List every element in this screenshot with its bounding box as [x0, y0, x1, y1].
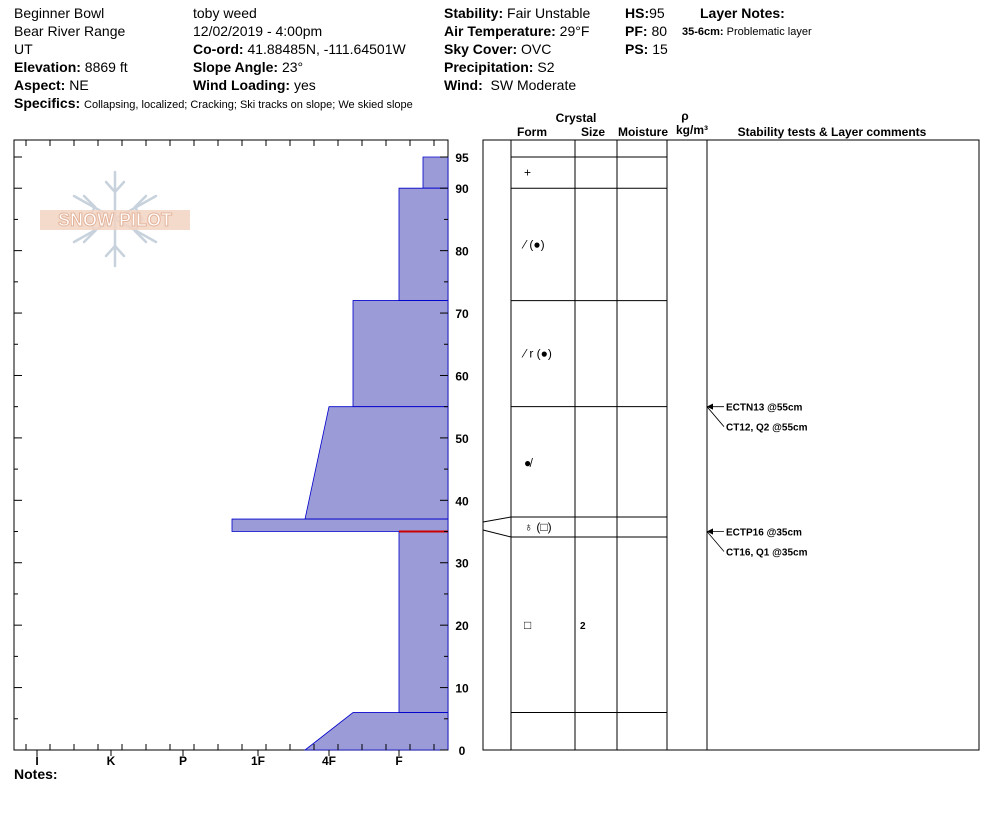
- stability-test-label: ECTN13 @55cm: [726, 402, 803, 414]
- stability-test-label: CT12, Q2 @55cm: [726, 422, 808, 434]
- boundary-connector: [483, 517, 511, 522]
- hardness-profile: [232, 157, 448, 750]
- y-tick-label: 20: [455, 619, 469, 634]
- header-density-unit: kg/m³: [675, 123, 709, 137]
- wind-value: SW Moderate: [490, 77, 577, 93]
- slope-value: 23°: [281, 59, 304, 75]
- specifics-label: Specifics:: [14, 95, 81, 111]
- snowpilot-logo: [40, 172, 190, 266]
- precip-label: Precipitation:: [444, 59, 534, 75]
- layer-note-range: 35-6cm:: [682, 26, 724, 38]
- header-crystal: Crystal: [555, 111, 597, 125]
- air-temp-label: Air Temperature:: [444, 23, 556, 39]
- coord-label: Co-ord:: [193, 41, 244, 57]
- x-tick-label: I: [35, 754, 39, 768]
- sky-value: OVC: [521, 41, 552, 57]
- header-size: Size: [580, 125, 606, 139]
- crystal-form: +: [524, 165, 532, 180]
- header-moisture: Moisture: [617, 125, 669, 139]
- x-tick-label: P: [178, 754, 188, 768]
- y-tick-label: 0: [458, 744, 466, 758]
- slope-label: Slope Angle:: [193, 59, 279, 75]
- stability-label: Stability:: [444, 5, 504, 21]
- state: UT: [14, 41, 33, 57]
- wind-loading-value: yes: [293, 77, 316, 93]
- hardness-layer: [353, 301, 448, 407]
- aspect-label: Aspect:: [14, 77, 66, 93]
- observer: toby weed: [193, 5, 257, 21]
- hardness-layer: [305, 407, 448, 519]
- crystal-form: ⁄ r (●): [524, 346, 552, 361]
- crystal-form: □: [524, 617, 532, 632]
- y-tick-label: 50: [455, 431, 469, 446]
- arrow-icon: [707, 404, 713, 410]
- air-temp-value: 29°F: [559, 23, 590, 39]
- hardness-layer: [399, 532, 448, 713]
- crystal-size: 2: [580, 620, 586, 632]
- hardness-layer: [423, 157, 448, 188]
- wind-label: Wind:: [444, 77, 483, 93]
- hardness-layer: [305, 713, 448, 750]
- y-tick-label: 60: [455, 369, 469, 384]
- x-tick-label: 4F: [321, 754, 337, 768]
- datetime: 12/02/2019 - 4:00pm: [193, 23, 323, 39]
- wind-loading-label: Wind Loading:: [193, 77, 291, 93]
- aspect-value: NE: [69, 77, 89, 93]
- specifics-value: Collapsing, localized; Cracking; Ski tracks on slope; We skied slope: [84, 99, 413, 111]
- ps-label: PS:: [625, 41, 649, 57]
- sky-label: Sky Cover:: [444, 41, 518, 57]
- crystal-form: ●̸: [524, 455, 532, 470]
- y-tick-label: 90: [455, 182, 469, 197]
- layer-note-text: Problematic layer: [726, 26, 812, 38]
- test-leader-line: [707, 407, 724, 427]
- logo-text: SNOW PILOT: [58, 210, 172, 230]
- y-tick-label: 40: [455, 494, 469, 509]
- hs-label: HS:: [625, 5, 650, 21]
- notes-label-text: Notes:: [14, 766, 58, 782]
- elevation-label: Elevation:: [14, 59, 81, 75]
- elevation-value: 8869 ft: [84, 59, 128, 75]
- y-tick-label: 70: [455, 307, 469, 322]
- crystal-form: ⁄ (●): [524, 237, 545, 252]
- location: Beginner Bowl: [14, 5, 105, 21]
- boundary-connector: [483, 530, 511, 537]
- header-rho: ρ: [681, 109, 689, 123]
- x-tick-label: K: [106, 754, 116, 768]
- precip-value: S2: [537, 59, 555, 75]
- hardness-layer: [232, 519, 448, 531]
- crystal-form: ♁ (□): [524, 520, 552, 534]
- y-tick-label: 10: [455, 681, 469, 696]
- coord-value: 41.88485N, -111.64501W: [247, 41, 406, 57]
- pf-value: 80: [651, 23, 668, 39]
- layer-notes-label: Layer Notes:: [700, 5, 785, 21]
- pf-label: PF:: [625, 23, 648, 39]
- arrow-icon: [707, 529, 713, 535]
- stability-test-label: CT16, Q1 @35cm: [726, 547, 808, 559]
- ps-value: 15: [652, 41, 668, 57]
- hardness-layer: [399, 188, 448, 300]
- stability-tests: [707, 403, 808, 559]
- y-tick-label: 80: [455, 244, 469, 259]
- y-tick-label: 30: [455, 556, 469, 571]
- test-leader-line: [707, 532, 724, 552]
- y-tick-label: 95: [455, 151, 469, 165]
- layer-table-frame: [483, 140, 979, 750]
- hs-value: 95: [649, 5, 665, 21]
- stability-test-label: ECTP16 @35cm: [726, 527, 802, 539]
- header-stability-comments: Stability tests & Layer comments: [737, 125, 927, 139]
- header-form: Form: [517, 125, 547, 139]
- range: Bear River Range: [14, 23, 126, 39]
- x-tick-label: F: [395, 754, 403, 768]
- stability-value: Fair Unstable: [507, 5, 591, 21]
- x-tick-label: 1F: [250, 754, 266, 768]
